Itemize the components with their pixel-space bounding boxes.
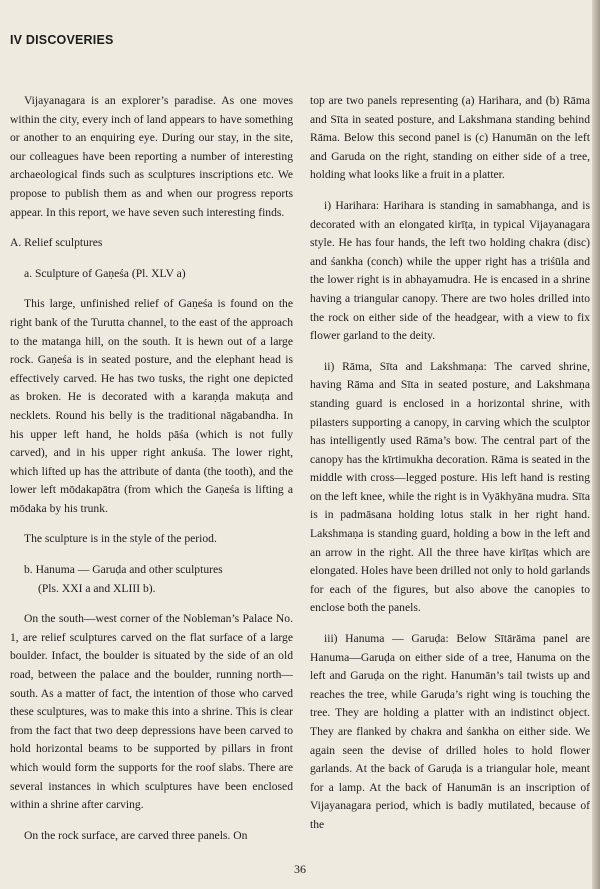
hanuma-garuda-paragraph: iii) Hanuma — Garuḍa: Below Sītārāma panel are Hanuma—Garuḍa on either side of a tree, Hanuma on the left and Garuḍa on the right. Hanumān’s tail twists up and reaches the tree, while Garuḍa’s right wing is touching the tree. They are holding a platter with an indistinct object. They are flanked by chakra and śankha on either side. We again seen the devise of drilled holes to hold flower garlands. At the back of Garuḍa is a triangular hole, meant for a lamp. At the back of Hanumān is an inscription of Vijayanagara period, which is badly mutilated, because of the (310, 632, 590, 831)
plates-reference: (Pls. XXI a and XLIII b). (38, 581, 156, 595)
subheading-hanuma-garuda: b. Hanuma — Garuḍa and other sculptures (24, 563, 223, 577)
left-column (10, 92, 293, 857)
style-paragraph: The sculpture is in the style of the period. (24, 532, 217, 546)
page-number: 36 (294, 862, 306, 876)
rama-sita-paragraph: ii) Rāma, Sīta and Lakshmaṇa: The carved shrine, having Rāma and Sīta in seated posture, and Lakshmaṇa standing guard is enclosed in a horizontal shrine, with pilasters supporting a canopy, in carving which the sculptor has intelligently used Rāma’s bow. The central part of the canopy has the kīrtimukha decoration. Rāma is seated in the middle with cross—legged posture. His left hand is resting on the left knee, while the right is in Vyākhyāna mudra. Sīta is in padmāsana holding lotus stalk in her right hand. Lakshmaṇa is standing guard, holding a bow in the left and an arrow in the right. All the three have kirīṭas which are elongated. Holes have been drilled not only to hold garlands for each of the figures, but also above the canopies to enclose both the panels. (310, 359, 590, 615)
subheading-relief-sculptures: A. Relief sculptures (10, 236, 103, 250)
rock-surface-paragraph: On the rock surface, are carved three panels. On (24, 828, 248, 842)
ganesa-paragraph: This large, unfinished relief of Gaṇeśa is found on the right bank of the Turutta channel, to the east of the approach to the matanga hill, on the south. It is hewn out of a large rock. Gaṇeśa is in seated posture, and the elephant head is effectively carved. He has two tusks, the right one depicted as broken. He is decorated with a karaṇḍa makuṭa and necklets. Round his belly is the traditional nāgabandha. In his upper left hand, he holds pāśa (which is not fully carved), and in his upper right ankuśa. The lower right, which lifted up has the attribute of danta (the tooth), and the lower left mōdakapātra (from which the Gaṇeśa is lifting a mōdaka by his trunk. (10, 297, 293, 515)
intro-paragraph: Vijayanagara is an explorer’s paradise. As one moves within the city, every inch of land appears to have something or another to an enquiring eye. During our stay, in the site, our colleagues have been reporting a number of interesting archaeological finds such as sculptures inscriptions etc. We propose to publish them as and when our progress reports appear. In this report, we have seven such interesting finds. (10, 94, 293, 219)
panels-paragraph: top are two panels representing (a) Harihara, and (b) Rāma and Sīta in seated posture, and Lakshmana standing behind Rāma. Below this second panel is (c) Hanumān on the left and Garuda on the right, standing on either side of a tree, holding what looks like a fruit in a platter. (310, 94, 590, 182)
harihara-paragraph: i) Harihara: Harihara is standing in samabhanga, and is decorated with an elongated kirīṭa, in typical Vijayanagara style. He has four hands, the left two holding chakra (disc) and śankha (conch) while the upper right has a triśūla and the lower right is in abhayamudra. He is encased in a shrine having a triangular canopy. There are two holes drilled into the rock on either side of the headgear, with a view to fix flower garland to the deity. (310, 198, 590, 343)
nobleman-palace-paragraph: On the south—west corner of the Nobleman’s Palace No. 1, are relief sculptures carved on the flat surface of a large boulder. Infact, the boulder is situated by the side of an old road, between the palace and the boulder, running north—south. As a matter of fact, the intention of those who carved these sculptures, was to make this into a shrine. This is clear from the fact that two deep depressions have been carved to hold horizontal beams to be supported by pillars in front which would form the supports for the roof slabs. There are several instances in which sculptures have been enclosed within a shrine after carving. (10, 612, 293, 812)
section-heading: IV DISCOVERIES (10, 33, 114, 47)
subheading-ganesa: a. Sculpture of Gaṇeśa (Pl. XLV a) (24, 266, 186, 280)
page-edge-shadow (592, 0, 600, 889)
right-column (310, 92, 590, 847)
